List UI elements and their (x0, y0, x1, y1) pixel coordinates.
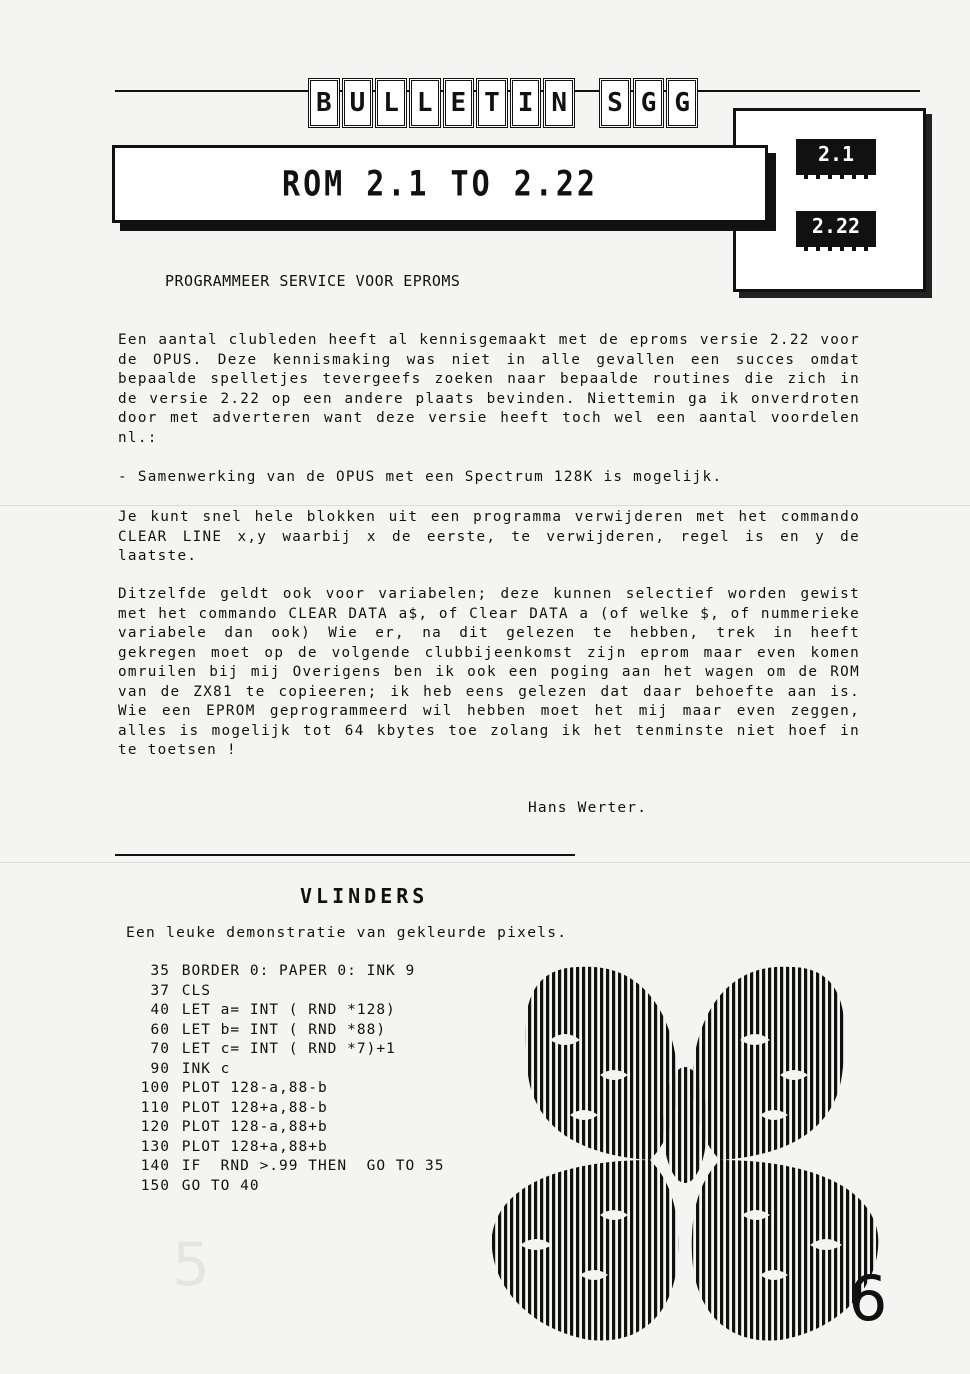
masthead-letter: B (308, 78, 340, 128)
code-line (134, 1060, 444, 1080)
code-line (134, 1177, 444, 1197)
code-text: BORDER 0: PAPER 0: INK 9 (181, 963, 416, 979)
code-line (134, 1079, 444, 1099)
line-number: 110 (140, 1099, 170, 1116)
line-number: 100 (140, 1080, 170, 1096)
bleed-through-page-number: 5 (172, 1230, 211, 1300)
masthead-letter: G (633, 78, 665, 128)
code-line (134, 1118, 444, 1138)
article-paragraph: Een aantal clubleden heeft al kennisgemaakt met de eproms versie 2.22 voor de OPUS. Deze kennismaking was niet in alle gevallen een succes omdat bepaalde spelletjes tevergeefs zoeken naar bepaalde routines die zich in de versie 2.22 op een andere plaats bevinden. Niettemin ga ik onverdroten door met adverteren want deze versie heeft toch wel een aantal voordelen nl.: (118, 332, 860, 446)
masthead-letter: T (476, 78, 508, 128)
article-paragraph: - Samenwerking van de OPUS met een Spectrum 128K is mogelijk. (118, 469, 723, 485)
line-number: 90 (150, 1060, 170, 1077)
masthead-letter: I (510, 78, 542, 128)
code-line (134, 1099, 444, 1119)
code-line (134, 982, 444, 1002)
version-to-badge: 2.22 (796, 211, 876, 251)
code-text: LET a= INT ( RND *128) (181, 1002, 396, 1018)
masthead-letter: L (375, 78, 407, 128)
code-line (134, 1040, 444, 1060)
article-subheading: PROGRAMMEER SERVICE VOOR EPROMS (165, 272, 461, 290)
line-number: 130 (140, 1138, 170, 1155)
code-text: PLOT 128+a,88-b (181, 1099, 328, 1116)
code-text: PLOT 128+a,88+b (181, 1138, 328, 1155)
masthead-letter: L (409, 78, 441, 128)
masthead-letter: S (599, 78, 631, 128)
code-text: INK c (181, 1060, 231, 1077)
article-title-box (112, 145, 768, 223)
article-paragraph: Je kunt snel hele blokken uit een programma verwijderen met het commando CLEAR LINE x,y waarbij x de eerste, te verwijderen, regel is en y de laatste. (118, 509, 860, 564)
page-number: 6 (848, 1262, 888, 1335)
code-line (134, 1001, 444, 1021)
line-number: 150 (140, 1177, 170, 1194)
masthead-letter: U (342, 78, 374, 128)
line-number: 140 (140, 1158, 170, 1174)
version-from-badge: 2.1 (796, 139, 876, 179)
code-text: LET c= INT ( RND *7)+1 (181, 1041, 396, 1057)
line-number: 40 (150, 1002, 170, 1018)
section-divider (115, 854, 575, 856)
masthead (308, 78, 698, 130)
line-number: 120 (140, 1119, 170, 1135)
line-number: 60 (150, 1021, 170, 1038)
line-number: 37 (150, 982, 170, 999)
code-text: GO TO 40 (181, 1177, 260, 1194)
basic-listing (134, 962, 444, 1196)
article-paragraph: Ditzelfde geldt ook voor variabelen; deze kunnen selectief worden gewist met het commando CLEAR DATA a$, of Clear DATA a (of welke $, of nummerieke variabele dan ook) Wie er, na dit gelezen te hebben, trek in heeft gekregen moet op de volgende clubbijeenkomst zijn eprom maar even komen omruilen bij mij Overigens ben ik ook een poging aan het wagen om de ROM van de ZX81 te copieeren; ik heb eens gelezen dat daar behoefte aan is. Wie een EPROM geprogrammeerd wil hebben moet het mij maar even zeggen, alles is mogelijk tot 64 kbytes toe zolang ik het tenminste niet hoef in te toetsen ! (118, 586, 860, 758)
line-number: 35 (150, 963, 170, 979)
code-text: LET b= INT ( RND *88) (181, 1021, 387, 1038)
article-title: ROM 2.1 TO 2.22 (282, 163, 598, 205)
code-line (134, 1021, 444, 1041)
masthead-letter: N (543, 78, 575, 128)
section-intro: Een leuke demonstratie van gekleurde pixels. (126, 925, 568, 941)
code-line (134, 1138, 444, 1158)
section-title: VLINDERS (300, 884, 429, 908)
butterfly-illustration (480, 955, 890, 1350)
line-number: 70 (150, 1041, 170, 1057)
code-text: PLOT 128-a,88+b (181, 1119, 328, 1135)
code-line (134, 1157, 444, 1177)
code-text: PLOT 128-a,88-b (181, 1080, 328, 1096)
masthead-letter: E (443, 78, 475, 128)
author-signature: Hans Werter. (528, 800, 648, 816)
masthead-letter: G (666, 78, 698, 128)
code-line (134, 962, 444, 982)
code-text: CLS (181, 982, 211, 999)
code-text: IF RND >.99 THEN GO TO 35 (181, 1158, 445, 1174)
